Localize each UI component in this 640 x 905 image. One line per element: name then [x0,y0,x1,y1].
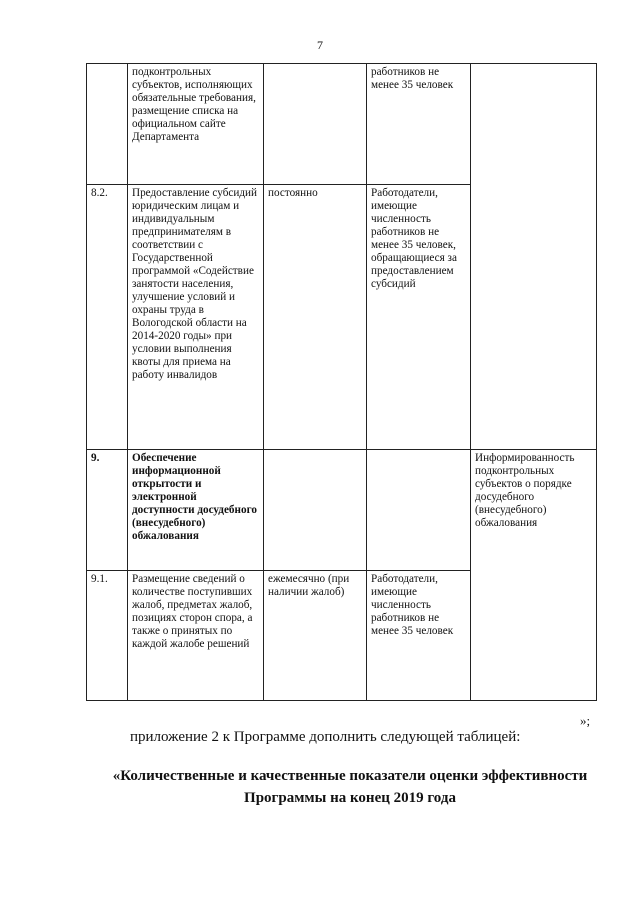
row-description: Обеспечение информационной открытости и электронной доступности досудебного (внесудебного) обжалования [128,450,264,571]
row-description: подконтрольных субъектов, исполняющих обязательные требования, размещение списка на официальном сайте Департамента [128,64,264,185]
row-number: 8.2. [87,185,128,450]
measures-table [86,63,597,701]
table-row [87,450,597,571]
table-row [87,64,597,185]
row-subjects: Работодатели, имеющие численность работников не менее 35 человек, обращающиеся за предоставлением субсидий [367,185,471,450]
row-number: 9. [87,450,128,571]
appendix-instruction: приложение 2 к Программе дополнить следующей таблицей: [130,729,521,745]
row-description: Предоставление субсидий юридическим лицам и индивидуальным предпринимателям в соответствии с Государственной программой «Содействие занятости населения, улучшение условий и охраны труда в Вологодской области на 2014-2020 годы» при условии выполнения квоты для приема на работу инвалидов [128,185,264,450]
table-title [60,765,640,809]
row-period: постоянно [264,185,367,450]
row-subjects: Работодатели, имеющие численность работников не менее 35 человек [367,571,471,701]
row-number: 9.1. [87,571,128,701]
table-title-line-2: Программы на конец 2019 года [244,790,456,806]
table-title-line-1: «Количественные и качественные показатели оценки эффективности [112,768,588,784]
row-period [264,64,367,185]
closing-mark: »; [580,713,591,728]
row-description: Размещение сведений о количестве поступивших жалоб, предметах жалоб, позициях сторон спора, а также о принятых по каждой жалобе решений [128,571,264,701]
row-subjects [367,450,471,571]
row-period: ежемесячно (при наличии жалоб) [264,571,367,701]
row-result [471,64,597,450]
row-subjects: работников не менее 35 человек [367,64,471,185]
row-number [87,64,128,185]
row-result: Информированность подконтрольных субъектов о порядке досудебного (внесудебного) обжалования [471,450,597,701]
page-number: 7 [317,38,323,52]
row-period [264,450,367,571]
